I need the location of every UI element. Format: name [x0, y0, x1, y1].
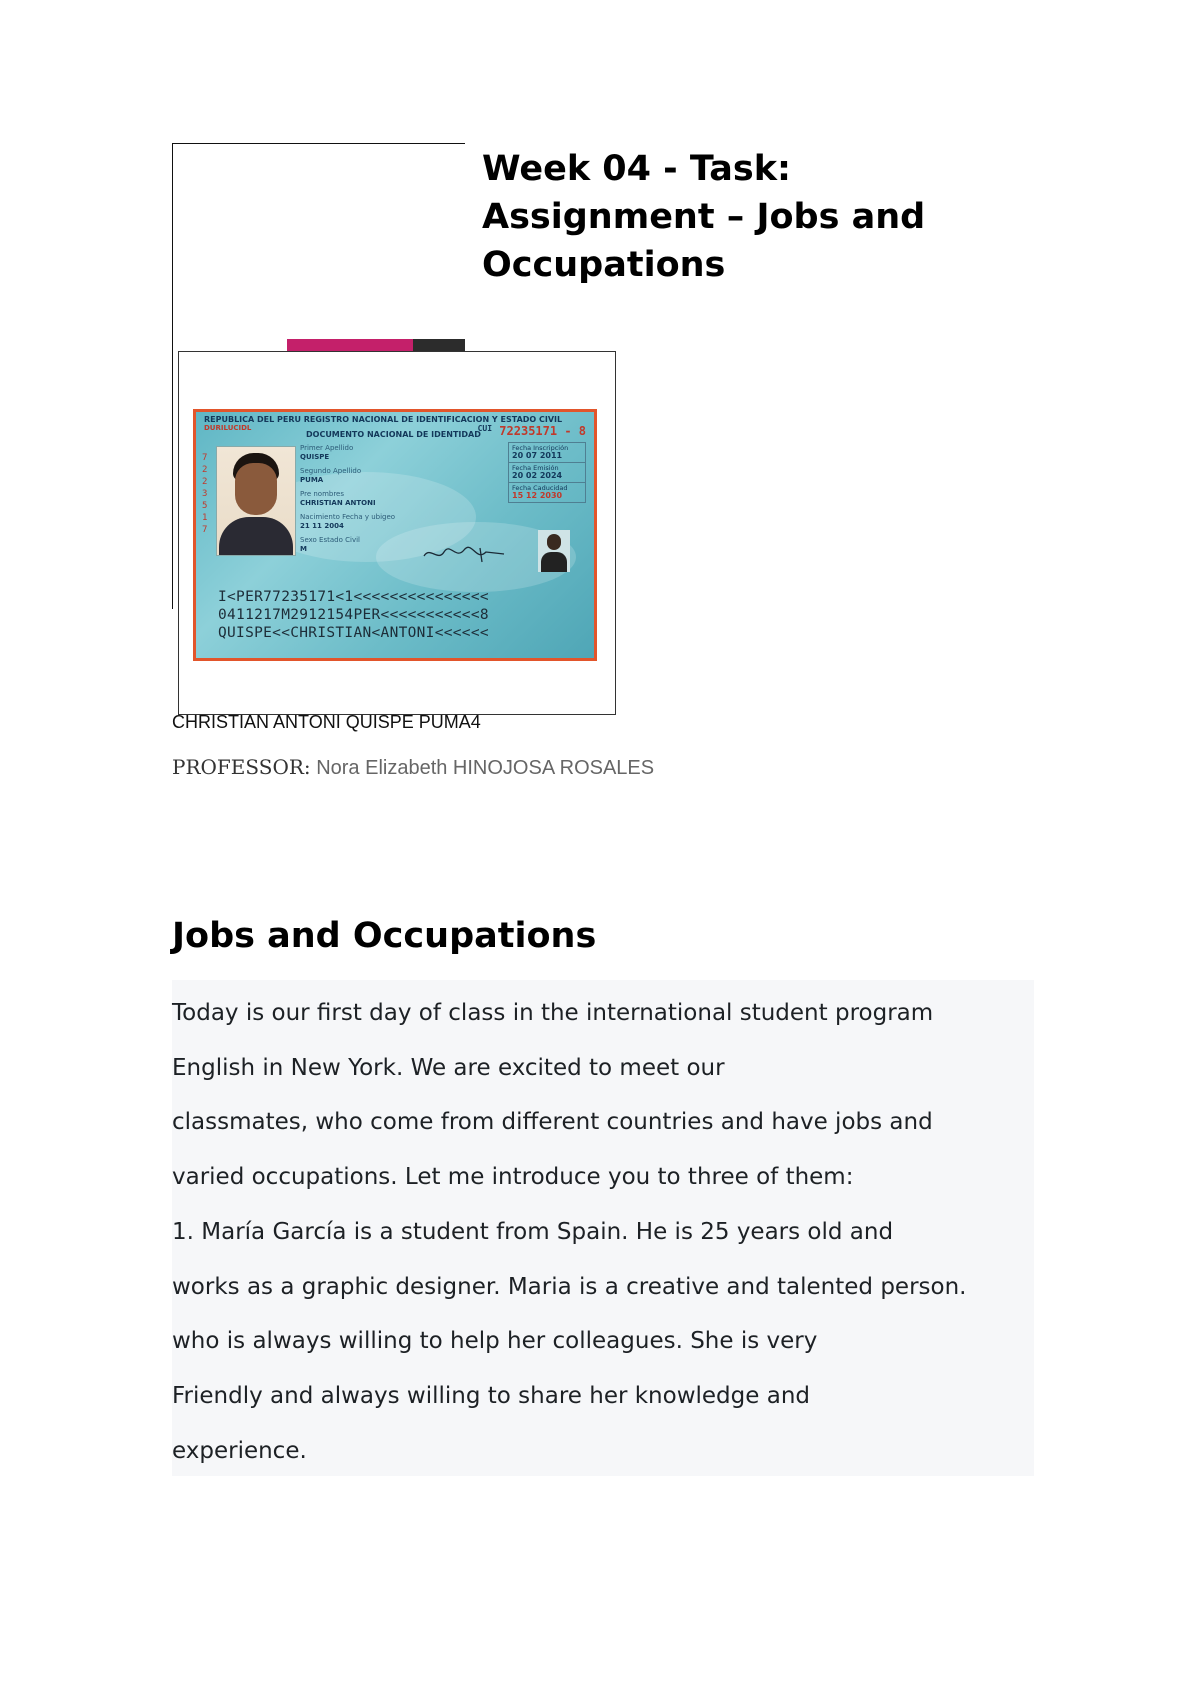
professor-name: Nora Elizabeth HINOJOSA ROSALES [310, 757, 655, 779]
mrz-line: 0411217M2912154PER<<<<<<<<<<<8 [218, 607, 489, 623]
background-image-strip [287, 339, 465, 351]
paragraph-line: Friendly and always willing to share her knowledge and [172, 1382, 810, 1409]
id-card-number-value: 72235171 - 8 [499, 424, 586, 438]
id-field-label: Pre nombres [300, 490, 345, 498]
paragraph-line: works as a graphic designer. Maria is a creative and talented person. [172, 1273, 967, 1300]
id-date-row [509, 463, 585, 483]
section-title: Jobs and Occupations [172, 916, 597, 956]
id-field-value: QUISPE [300, 453, 330, 461]
mrz-line: I<PER77235171<1<<<<<<<<<<<<<<< [218, 589, 489, 605]
id-field-value: PUMA [300, 476, 324, 484]
mini-photo-body [541, 552, 567, 572]
paragraph-line: Today is our first day of class in the international student program [172, 1000, 934, 1026]
id-date-label: Fecha Inscripción [512, 444, 569, 452]
paragraph-line: English in New York. We are excited to meet our [172, 1054, 725, 1081]
mrz-line: QUISPE<<CHRISTIAN<ANTONI<<<<<< [218, 625, 489, 641]
student-name: CHRISTIAN ANTONI QUISPE PUMA4 [172, 712, 481, 732]
id-date-label: Fecha Emisión [512, 464, 559, 472]
id-card-side-digits: 7223517 [202, 453, 208, 535]
id-card-portrait [216, 446, 296, 556]
title-line: Week 04 - Task: [482, 149, 791, 189]
id-card-photo-frame [178, 351, 616, 715]
id-field-label: Segundo Apellido [300, 467, 362, 475]
id-card-number [478, 424, 586, 438]
id-card-mrz [218, 588, 489, 642]
id-card-header-sub: DURILUCIDL [204, 424, 252, 432]
id-date-label: Fecha Caducidad [512, 484, 568, 492]
paragraph-line: classmates, who come from different countries and have jobs and [172, 1109, 933, 1136]
portrait-face [235, 463, 277, 515]
body-text-block [172, 980, 1034, 1476]
document-title [482, 145, 1042, 289]
id-date-value: 20 07 2011 [512, 451, 563, 460]
id-field-label: Sexo Estado Civil [300, 536, 360, 544]
id-field-value: M [300, 545, 307, 553]
title-line: Assignment – Jobs and [482, 197, 926, 237]
paragraph-line: 1. María García is a student from Spain. He is 25 years old and [172, 1218, 894, 1245]
portrait-shirt [219, 517, 293, 556]
id-field-label: Nacimiento Fecha y ubigeo [300, 513, 396, 521]
paragraph-line: experience. [172, 1437, 307, 1464]
id-card-mini-photo [538, 530, 570, 572]
professor-line [172, 755, 654, 780]
id-date-row [509, 483, 585, 502]
signature-icon [420, 544, 510, 564]
id-field-value: CHRISTIAN ANTONI [300, 499, 376, 507]
id-card-dates-box [508, 442, 586, 503]
paragraph-line: varied occupations. Let me introduce you to three of them: [172, 1164, 854, 1191]
id-card-header-text: REPUBLICA DEL PERU REGISTRO NACIONAL DE IDENTIFICACION Y ESTADO CIVIL [204, 415, 563, 424]
title-line: Occupations [482, 245, 726, 285]
id-date-value: 20 02 2024 [512, 471, 563, 480]
id-card-fields [300, 444, 490, 559]
id-field-label: Primer Apellido [300, 444, 354, 452]
id-card-image [193, 409, 597, 661]
id-date-row [509, 443, 585, 463]
mini-photo-head [547, 534, 561, 550]
paragraph-line: who is always willing to help her colleagues. She is very [172, 1328, 818, 1355]
professor-label: PROFESSOR: [172, 755, 311, 779]
id-date-value: 15 12 2030 [512, 491, 563, 500]
id-field-value: 21 11 2004 [300, 522, 344, 530]
id-card-cui-label: CUI [477, 424, 493, 433]
background-image-strip-dark [413, 339, 465, 351]
id-card-title: DOCUMENTO NACIONAL DE IDENTIDAD [306, 430, 481, 439]
